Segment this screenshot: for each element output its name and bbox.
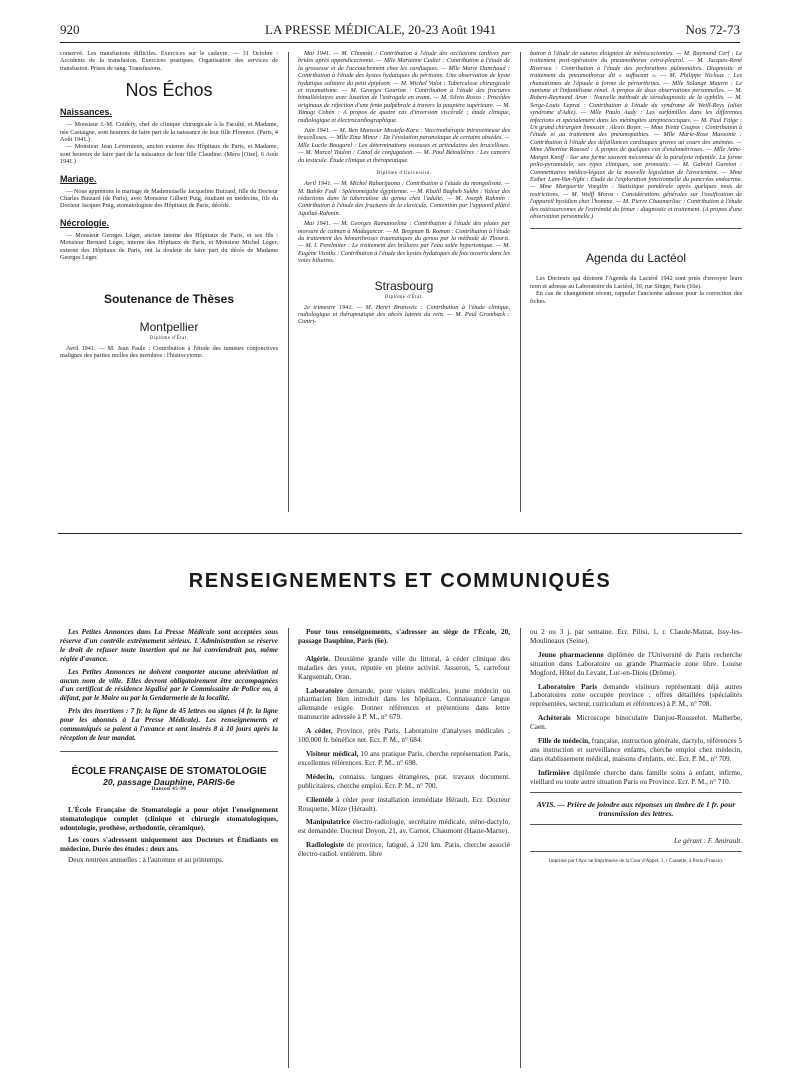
classified-ad-lead: Achèterais: [538, 714, 571, 723]
column-divider: [520, 52, 521, 512]
thesis-list: bution à l'étude de sutures éloignées de méniscectomies. — M. Raymond Cerf : Le traitement post-opératoire du pneumothorax extra-pleural. — M. Jacques-René Riverseu : Contribution à l'étude des perforations pulmonaires. Diagnostic et traitement du pneumothorax dit « suffocant ». — M. Philippe Nicloux : Les rhumatismes de l'épaule à forme de périarthrites. — Mlle Solange Maurin : Le nanisme et l'infantilisme rénal. A propos de deux observations personnelles. — M. Robert-Raymond Aron : Nouvelle méthode de sérodiagnostic de la syphilis. — M. Serge-Louis Leprat : Contribution à l'étude du syndrome de Weill-Reys (alias syndrome d'Adie). — Mlle Paulo Audy : Les surfamilles dans les différentes infections et spécialement dans les méningites streptococciques. — M. Paul Faige : Un grand chirurgien limousin : Alexis Boyer. — Mme Yvette Coupos : Contribution à l'étude et au traitement des pneumopathies. — Mlle Marie-Rose Massonie : Contribution à l'étude des défaillances cardiaques graves au cours des anémies. — Mme Albertine Roussel : A propos de quelques cas d'endométrioses. — Mlle Anne-Margot Knoff : Sur une forme souvent méconnue de la paralysie infantile. La forme polio-pyramidale, ses types cliniques, son pronostic. — M. Gabriel Gareton : Commentaires médico-légaux de la nouvelle législation de l'avortement. — Mme Esther Lam-Van-Nghi : Étude de l'exploration fonctionnelle du pancréas endocrine. — Mme Marguerite Voegtlin : Statistique pondérale après quelques mois de restrictions. — M. Wolff Moros : Considérations générales sur l'ossification de l'appareil hyoïdien chez l'homme. — M. Pierre Chaumerliac : Contribution à l'étude des ostéosarcomes de l'extrémité du fémur : diagnostic et traitement. (A propos d'une observation personnelle.): [530, 50, 742, 220]
classified-ad: [298, 750, 510, 768]
classified-ad-lead: Manipulatrice: [306, 818, 350, 827]
classified-ad-text: Province, près Paris, Laboratoire d'analyses médicales ; 100.000 fr. bénéfice net. Ecr. P. M., n° 684.: [298, 727, 510, 745]
classified-ad-lead: Médecin,: [306, 772, 335, 781]
column-right: [530, 50, 742, 520]
divider: [530, 824, 742, 825]
column-divider: [288, 52, 289, 512]
classified-ad: [298, 773, 510, 791]
section-divider: [530, 228, 742, 229]
thesis-list: Juin 1941. — M. Ben Mansour Mostefa-Kara : Vaccinothérapie intraveineuse des brucelloses. — Mlle Zina Minor : De l'évolution paranoïaque de certains obsédés. — Mlle Lucile Bougarel : Les déterminations osseuses et articulaires des brucelloses. — M. Marcel Toulon : Canal de conjugaison. — M. Paul Bétoulières : Les cancers du testicule. Étude clinique et thérapeutique.: [298, 127, 510, 164]
classified-list: [298, 655, 510, 859]
mariage-item: — Nous apprenons le mariage de Mademoiselle Jacqueline Buizard, fille du Docteur Charles Buizard (de Paris), avec Monsieur Gilbert Puig, étudiant en médecine, fils du Docteur Jacques Puig, stomatologiste des Hôpitaux de Paris, décédé.: [60, 187, 278, 210]
soutenance-title: Soutenance de Thèses: [103, 291, 235, 306]
classified-ad-text: de province, fatigué, à 120 km. Paris, cherche associé électro-radiol. entièrem. libre: [298, 841, 510, 859]
classified-ad: [298, 655, 510, 682]
classified-ad-text: diplômée cherche dans famille soins à enfant, infirme, vieillard ou toute autre situation Paris ou Province. Ecr. P. M., n° 710.: [530, 768, 742, 786]
issue-number: Nos 72-73: [685, 22, 740, 37]
ads-pricing: Prix des insertions : 7 fr. la ligne de 45 lettres ou signes (4 fr. la ligne pour les abonnés à La Presse Médicale). Les renseignements et communiqués se paient à l'avance et sont insérés 8 à 10 jours après la réception de leur mandat.: [60, 707, 278, 742]
classified-ad: ou 2 ou 3 j. par semaine. Ecr. Pilisi, 1, r. Claude-Matrat, Issy-les-Moulineaux (Seine).: [530, 628, 742, 645]
classified-ad-lead: Visiteur médical,: [306, 749, 359, 758]
section-title: RENSEIGNEMENTS ET COMMUNIQUÉS: [188, 570, 612, 592]
column-middle: [298, 50, 510, 520]
necrologie-item: — Monsieur Georges Léger, ancien interne des Hôpitaux de Paris, et ses fils : Monsieur Bernard Léger, interne des Hôpitaux de Paris, et Monsieur Michel Léger, externe des Hôpitaux de Paris, ont la douleur de faire part du décès de Madame Georges Léger.: [60, 231, 278, 262]
school-address: 20, passage Dauphine, PARIS-6e: [103, 776, 235, 787]
intro-text: conservé. Les transfusions difficiles. Exercices sur le cadavre. — 31 Octobre : Accidents de la transfusion. Exercices pratiques. Organisation des services de transfusion. Prises de sang. Transfusions.: [60, 50, 278, 72]
column-ads-right: [530, 628, 742, 1073]
classified-ad-text: française, instruction générale, dactylo, références 5 ans instruction et surveillance enfants, cherche emploi chez médecin, dans établissement médical, maisons d'enfants, etc. Ecr. P. M., n° 709.: [530, 737, 742, 763]
classified-ad-lead: Radiologiste: [306, 841, 344, 850]
classified-ad: [530, 714, 742, 732]
classified-ad-lead: A céder,: [306, 727, 333, 736]
thesis-list: 2e trimestre 1941. — M. Henri Brunswic : Contribution à l'étude clinique, radiologique et thérapeutique des abcès latents du rein. — M. Paul Gromback : Contri-: [298, 303, 510, 326]
agenda-text: Les Docteurs qui désirent l'Agenda du Lactéol 1942 sont priés d'envoyer leurs nom et adresse au Laboratoire du Lactéol, 30, rue Singer, Paris (16e).: [530, 275, 742, 290]
necrologie-title: Nécrologie.: [60, 217, 110, 228]
classified-ad: [298, 796, 510, 814]
column-ads-left: [60, 628, 278, 1073]
classified-ad: [298, 818, 510, 836]
montpellier-title: Montpellier: [139, 319, 199, 334]
classified-ad: [530, 651, 742, 678]
classified-ad-text: Microscope binoculaire Danjou-Rousselot. Malherbe, Caen.: [530, 714, 742, 732]
column-divider: [520, 628, 521, 1068]
classified-ad-text: diplômée de l'Université de Paris recherche situation dans Laboratoire ou grande Pharmacie zone libre. Louise Mogford, Hôtel du Levant, Luc-en-Diois (Drôme).: [530, 650, 742, 677]
school-text: Les cours s'adressent uniquement aux Docteurs et Étudiants en médecine. Durée des études : deux ans.: [60, 835, 278, 853]
thesis-list: Mai 1941. — M. Georges Ramanoelina : Contribution à l'étude des plaies par morsure de caïman à Madagascar. — M. Bregman B. Roman : Contribution à l'étude du traitement des hémarthroses traumatiques du genou par la méthode de Thooris. — M. I. Perelmiter : Le traitement des brûlures par l'eau salée hypertonique. — M. Eugène Visniks : Contribution à l'étude des kystes hydatiques du foie ouverts dans les voies biliaires.: [298, 220, 510, 265]
column-divider: [288, 628, 289, 1068]
classified-list: [530, 651, 742, 787]
classified-ad: [530, 769, 742, 787]
classified-ad-text: à céder pour installation immédiate Hérault. Ecr. Docteur Rouquette, Mèze (Hérault).: [298, 795, 510, 813]
ads-notice: Les Petites Annonces dans La Presse Médicale sont acceptées sous réserve d'un contrôle extrêmement sérieux. L'Administration se réserve le droit de refuser toute insertion qui ne lui conviendrait pas, même réglée d'avance.: [60, 628, 278, 663]
classified-ad: [530, 737, 742, 764]
classified-ad-lead: Laboratoire: [306, 686, 343, 695]
classified-ad-lead: Jeune pharmacienne: [538, 650, 604, 659]
echos-title: Nos Échos: [125, 80, 213, 101]
classified-ad-lead: Clientèle: [306, 795, 334, 804]
mariage-title: Mariage.: [60, 173, 97, 184]
strasbourg-title: Strasbourg: [374, 278, 434, 293]
page-header: [60, 22, 740, 43]
classified-ad-text: demande, pour visites médicales, jeune médecin ou pharmacien bien introduit dans les hôpitaux. Connaissance langue allemande exigée. Donner références et prétentions dans lettre manuscrite adressée à P. M., n° 679.: [298, 686, 510, 722]
diplome-etat-label: Diplôme d'État.: [384, 294, 424, 300]
diplome-universite-label: Diplôme d'Université.: [376, 171, 432, 177]
classified-ad-lead: Laboratoire Paris: [538, 682, 598, 691]
school-text: L'École Française de Stomatologie a pour objet l'enseignement stomatologique complet (clinique et chirurgie stomatologiques, odontologie, prothèse, orthodontie, céramique).: [60, 805, 278, 832]
column-ads-middle: [298, 628, 510, 1073]
classified-ad-lead: Infirmière: [538, 768, 570, 777]
agenda-title: Agenda du Lactéol: [585, 251, 687, 266]
column-left: [60, 50, 278, 520]
classified-ad-text: Deuxième grande ville du littoral, à céder clinique des maladies des yeux, réputée en pleine activité. Jasseron, 5, carrefour Karguentah, Oran.: [298, 654, 510, 681]
divider: [530, 792, 742, 793]
divider: [530, 851, 742, 852]
school-phone: Danton 45-90: [151, 786, 187, 792]
section-rule: [58, 533, 742, 534]
naissances-item: — Monsieur Jean Levernieux, ancien externe des Hôpitaux de Paris, et Madame, sont heureux de faire part de la naissance de leur fille Claudine. (Méru [Oise], 6 Août 1941.): [60, 143, 278, 166]
school-name: ÉCOLE FRANÇAISE DE STOMATOLOGIE: [71, 765, 267, 777]
thesis-list: Mai 1941. — M. Chomski : Contribution à l'étude des occlusions tardives par brides après appendicectomie. — Mlle Marianne Cadier : Contribution à l'étude de la grossesse et de l'accouchement chez les cardiaques. — Mlle Marie Danchaud : Contribution à l'étude des kystes hydatiques du péritoine. Une observation de kyste hydatique solitaire du petit épiploon. — M. Michel Valot : Tuberculose chirurgicale et traumatisme. — M. Georges Gourion : Contribution à l'étude des fractures bimalléolaires avec luxation de l'astragale en avant. — M. Silvio Rosso : Procédés originaux de réfection d'une fente palpébrale à travers la paupière supérieure. — M. Yanugi Cohen : A propos de quatre cas d'inversion viscérale ; étude clinique, radiologique et électrocardiographique.: [298, 50, 510, 124]
classified-ad: [298, 727, 510, 745]
thesis-list: Avril 1941. — M. Michel Rabarijaona : Contribution à l'étude du mongolisme. — M. Babikr Fadl : Splénomégalie égyptienne. — M. Khalil Bagheb Sukhn : Valeur des réductions dans la tuberculose du genou chez l'adulte. — M. Joseph Rahmin : Contribution à l'étude des fractures de la clavicule. Contention par l'appareil plâtré Aquilué-Rahmin.: [298, 180, 510, 217]
diplome-etat-label: Diplôme d'État.: [149, 335, 189, 341]
naissances-item: — Monsieur J.-M. Coldefy, chef de clinique chirurgicale à la Faculté, et Madame, née Castaigne, sont heureux de faire part de la naissance de leur fille Florence. (Paris, 4 Août 1941.): [60, 121, 278, 144]
divider: [60, 751, 278, 752]
classified-ad: [298, 841, 510, 859]
printer-line: Imprimé par l'Anc ne Imprimerie de la Cour d'Appel, 1, r Cassette, à Paris (France).: [548, 858, 724, 865]
classified-ad-text: 10 ans pratique Paris, cherche représentation Paris, excellentes références. Ecr. P. M., n° 698.: [298, 749, 510, 767]
classified-ad-text: connaiss. langues étrangères, prat. travaux document. publicitaires, cherche emploi. Ecr. P. M., n° 700.: [298, 772, 510, 790]
school-contact: Pour tous renseignements, s'adresser au siège de l'École, 20, passage Dauphine, Paris (6e).: [298, 628, 510, 645]
classified-ad: [298, 687, 510, 723]
gerant: Le gérant : F. Amirault.: [673, 837, 742, 846]
classified-ad-lead: Algérie.: [306, 654, 331, 663]
classified-ad-lead: Fille de médecin,: [538, 737, 590, 746]
ads-notice: Les Petites Annonces ne doivent comporter aucune abréviation ni aucun nom de ville. Elles devront obligatoirement être accompagnées d'un certificat de résidence légalisé par le Commissaire de Police ou, à défaut, par le Maire ou par la Gendarmerie de la localité.: [60, 667, 278, 703]
school-text: Deux rentrées annuelles : à l'automne et au printemps.: [68, 856, 224, 865]
classified-ad-text: demande visiteurs représentant déjà autres Laboratoires zone occupée province ; offres détaillées (spécialités représentées, secteur, curriculum et références) à P. M., n° 708.: [530, 682, 742, 709]
journal-title: LA PRESSE MÉDICALE, 20-23 Août 1941: [265, 22, 497, 37]
thesis-entry: Avril 1941. — M. Jean Paule : Contribution à l'étude des tumeurs conjonctives malignes des parties molles des membres : l'histiocytome.: [60, 344, 278, 359]
avis-notice: AVIS. — Prière de joindre aux réponses un timbre de 1 fr. pour transmission des lettres.: [536, 799, 736, 818]
agenda-text: En cas de changement récent, rappeler l'ancienne adresse pour la correction des fiches.: [530, 290, 742, 305]
classified-ad: [530, 683, 742, 710]
page-number: 920: [60, 22, 80, 37]
classified-ad-text: électro-radiologie, secrétaire médicale, sténo-dactylo, est demandée. Docteur Doyon, 21, av. Carnot, Chaumont (Haute-Marne).: [298, 818, 510, 836]
naissances-title: Naissances.: [60, 107, 113, 118]
